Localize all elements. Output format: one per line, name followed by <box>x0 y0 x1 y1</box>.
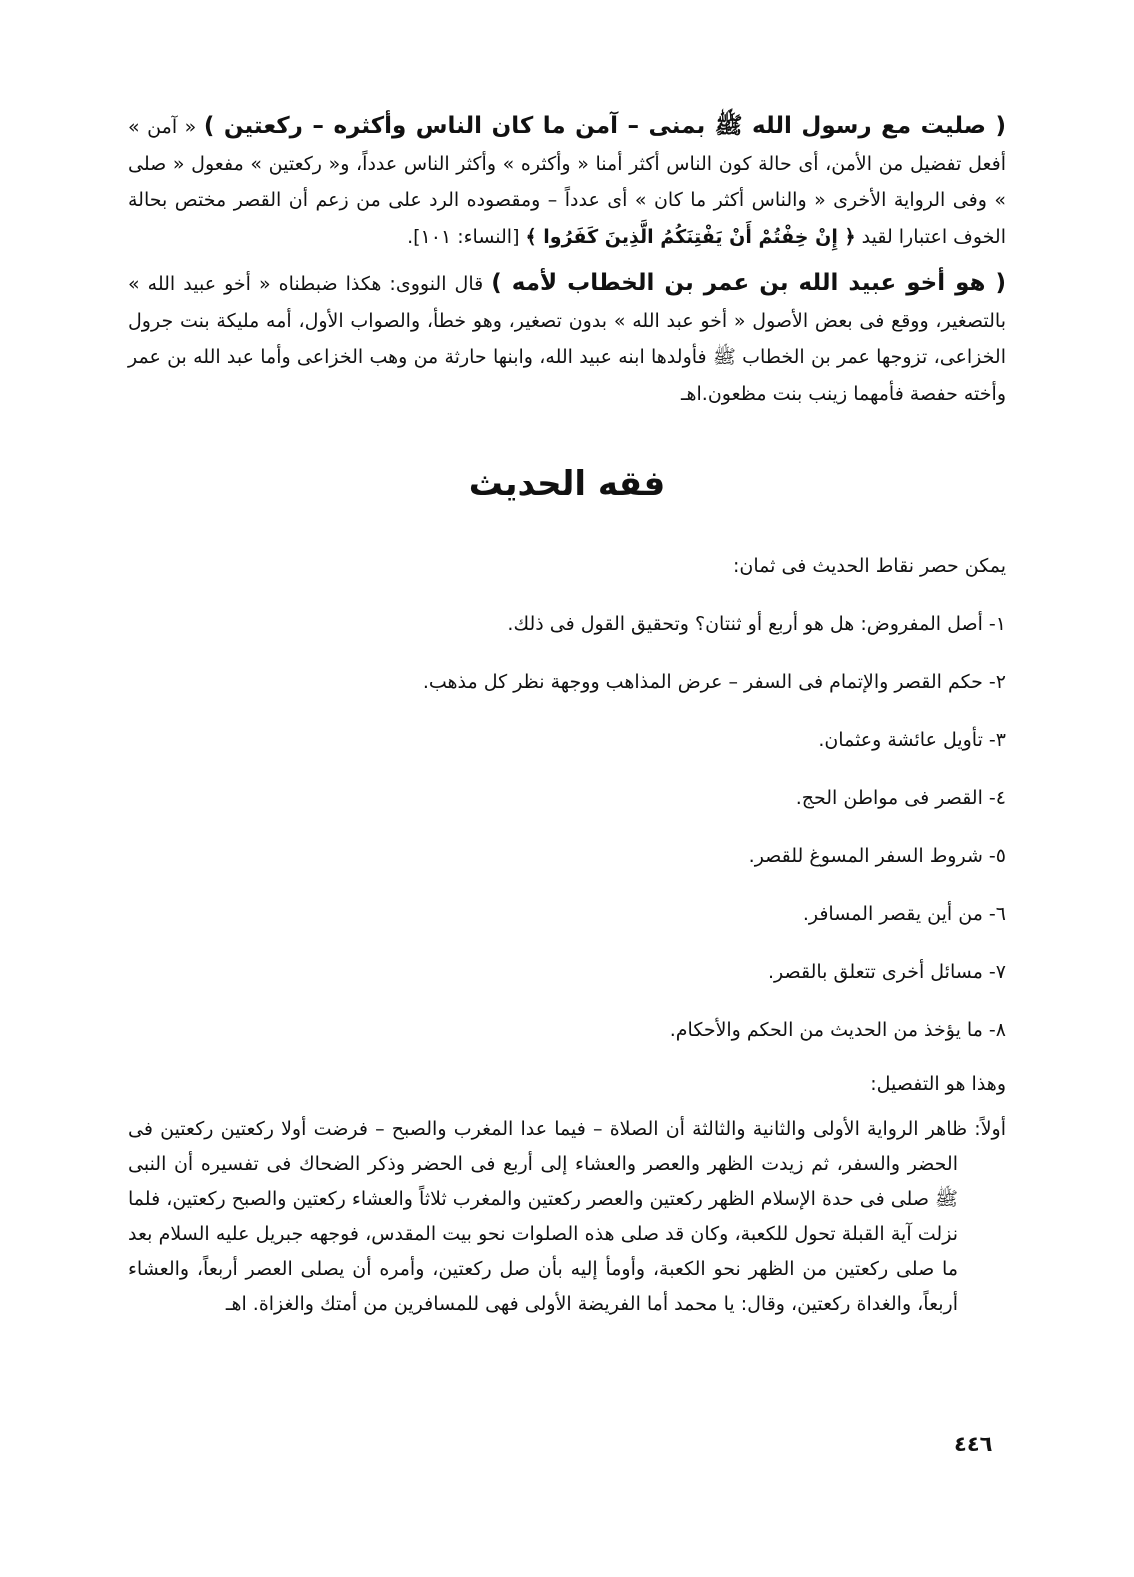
verse-citation: [النساء: ١٠١]. <box>407 225 526 248</box>
detail-intro: وهذا هو التفصيل: <box>870 1073 1006 1095</box>
first-point-text: أولاً: ظاهر الرواية الأولى والثانية والثالثة أن الصلاة – فيما عدا المغرب والصبح – فرضت أولا ركعتين ركعتين فى الحضر والسفر، ثم زيدت الظهر والعصر والعشاء إلى أربع فى الحضر وذكر الضحاك فى تفسيره أن النبى ﷺ صلى فى حدة الإسلام الظهر ركعتين والعصر ركعتين والمغرب ثلاثاً والعشاء ركعتين والصبح ركعتين، فلما نزلت آية القبلة تحول للكعبة، وكان قد صلى هذه الصلوات نحو بيت المقدس، فوجهه جبريل عليه السلام بعد ما صلى ركعتين من الظهر نحو الكعبة، وأومأ إليه بأن صل ركعتين، وأمره أن يصلى العصر أربعاً، والعشاء أربعاً، والغداة ركعتين، وقال: يا محمد أما الفريضة الأولى فهى للمسافرين من أمتك والغزاة. اهـ <box>128 1118 1006 1315</box>
list-item: ٦- من أين يقصر المسافر. <box>802 903 1006 925</box>
list-item: ٧- مسائل أخرى تتعلق بالقصر. <box>767 961 1006 983</box>
commentary-paragraph-2 <box>128 265 1006 412</box>
page-content <box>0 108 1134 1322</box>
commentary-text: « آمن » أفعل تفضيل من الأمن، أى حالة كون الناس أكثر أمنا « وأكثره » وأكثر الناس عدداً، و« ركعتين » مفعول « صلى » وفى الرواية الأخرى « والناس أكثر ما كان » أى عدداً – ومقصوده الرد على من زعم أن القصر مختص بحالة الخوف اعتبارا لقيد <box>128 116 1006 248</box>
list-item: ٤- القصر فى مواطن الحج. <box>795 787 1006 809</box>
list-item: ٣- تأويل عائشة وعثمان. <box>818 729 1006 751</box>
points-list <box>128 606 1006 1048</box>
list-item: ٥- شروط السفر المسوغ للقصر. <box>748 845 1006 867</box>
section-title: فقه الحديث <box>468 464 666 504</box>
commentary-text: قال النووى: هكذا ضبطناه « أخو عبيد الله » بالتصغير، ووقع فى بعض الأصول « أخو عبد الله » بدون تصغير، وهو خطأ، والصواب الأول، أمه مليكة بنت جرول الخزاعى، تزوجها عمر بن الخطاب ﷺ فأولدها ابنه عبيد الله، وابنها حارثة من وهب الخزاعى وأما عبد الله بن عمر وأخته حفصة فأمهما زينب بنت مظعون.اهـ <box>128 273 1006 405</box>
list-item: ٨- ما يؤخذ من الحديث من الحكم والأحكام. <box>669 1019 1006 1041</box>
hadith-quote-lead: ( هو أخو عبيد الله بن عمر بن الخطاب لأمه ) <box>491 270 1007 296</box>
hadith-quote-lead: ( صليت مع رسول الله ﷺ بمنى – آمن ما كان الناس وأكثره – ركعتين ) <box>203 113 1006 139</box>
list-item: ١- أصل المفروض: هل هو أربع أو ثنتان؟ وتحقيق القول فى ذلك. <box>507 613 1006 635</box>
points-intro: يمكن حصر نقاط الحديث فى ثمان: <box>733 555 1006 577</box>
page-number: ٤٤٦ <box>954 1432 993 1456</box>
quran-verse: ﴿ إِنْ خِفْتُمْ أَنْ يَفْتِنَكُمُ الَّذِينَ كَفَرُوا ﴾ <box>525 225 856 248</box>
first-point-paragraph <box>128 1112 1006 1322</box>
commentary-paragraph-1 <box>128 108 1006 255</box>
list-item: ٢- حكم القصر والإتمام فى السفر – عرض المذاهب ووجهة نظر كل مذهب. <box>422 671 1006 693</box>
